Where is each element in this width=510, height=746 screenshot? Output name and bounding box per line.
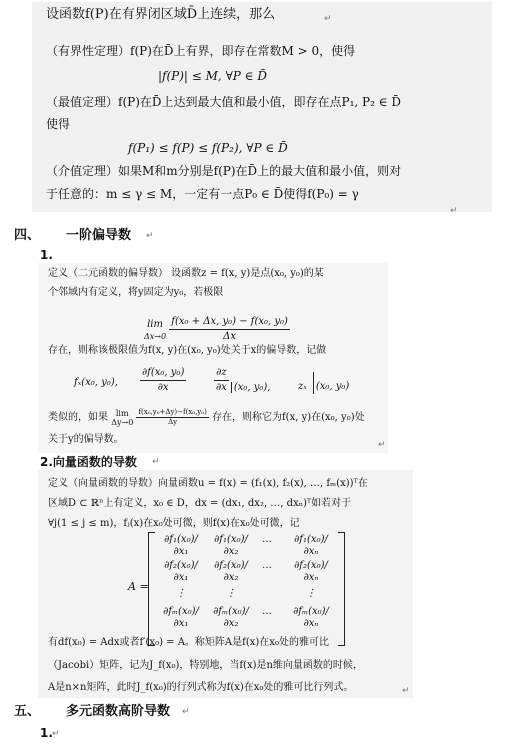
matrix-cell: ∂f₂(x₀)/∂x₁	[164, 560, 198, 583]
notation-3-denominator: ∂x	[216, 382, 227, 393]
similar-prefix: 类似的，如果	[48, 412, 108, 423]
matrix-left-bracket	[148, 532, 155, 646]
matrix-cell: ∂f₂(x₀)/∂x₂	[214, 560, 248, 583]
extreme-value-theorem-cont: 使得	[46, 117, 71, 131]
partial-exists-text: 存在，则称该极限值为f(x, y)在(x₀, y₀)处关于x的偏导数，记做	[48, 345, 327, 356]
partial-notation-3	[214, 366, 270, 395]
intermediate-value-theorem-cont: 于任意的：m ≤ γ ≤ M，一定有一点P₀ ∈ D̄使得f(P₀) = γ	[46, 187, 359, 201]
boundedness-theorem: （有界性定理）f(P)在D̄上有界，即存在常数M > 0，使得	[46, 44, 356, 58]
similar-numerator: f(x₀,y₀+Δy)−f(x₀,y₀)	[138, 408, 207, 416]
partial-notation-2	[140, 366, 186, 395]
matrix-cell: ∂fₘ(x₀)/∂xₙ	[293, 606, 329, 629]
vector-definition-line-2: 区域D ⊂ ℝⁿ上有定义，x₀ ∈ D，dx = (dx₁, dx₂, …, dxₙ)ᵀ如若对于	[48, 498, 352, 509]
paragraph-mark: ↵	[52, 729, 60, 739]
vector-definition-line-3: ∀j(1 ≤ j ≤ m)，fⱼ(x)在x₀处可微，则f(x)在x₀处可微，记	[48, 518, 300, 529]
limit-subscript: Δx→0	[144, 332, 167, 341]
partial-notation-1: fₓ(x₀, y₀),	[74, 377, 118, 388]
matrix-cell: …	[262, 606, 272, 617]
similar-limit-subscript: Δy→0	[111, 417, 134, 427]
limit-expression	[144, 315, 290, 344]
paragraph-mark: ↵	[450, 206, 458, 216]
notation-2-numerator: ∂f(x₀, y₀)	[140, 366, 186, 381]
similar-limit-operator: lim	[115, 408, 129, 418]
extreme-value-theorem: （最值定理）f(P)在D̄上达到最大值和最小值，即存在点P₁, P₂ ∈ D̄	[46, 95, 402, 109]
partial-definition-line-2: 个邻域内有定义，将y固定为y₀，若极限	[48, 287, 224, 298]
extreme-value-formula: f(P₁) ≤ f(P) ≤ f(P₂), ∀P ∈ D̄	[128, 141, 288, 155]
paragraph-mark: ↵	[402, 686, 410, 696]
intermediate-value-theorem: （介值定理）如果M和m分别是f(P)在D̄上的最大值和最小值，则对	[46, 164, 402, 178]
similar-fraction	[136, 408, 208, 427]
matrix-cell: ⋮	[226, 588, 236, 599]
notation-3-evaluation: (x₀, y₀),	[231, 382, 271, 393]
matrix-cell: ∂fₘ(x₀)/∂x₁	[163, 606, 199, 629]
matrix-right-bracket	[338, 532, 345, 646]
partial-similar-line	[48, 408, 365, 427]
matrix-cell: …	[262, 560, 272, 571]
matrix-cell: ⋮	[306, 588, 316, 599]
paragraph-mark: ↵	[324, 14, 332, 24]
section-title: 多元函数高阶导数	[66, 704, 171, 719]
matrix-cell: ∂fₘ(x₀)/∂x₂	[213, 606, 249, 629]
paragraph-mark: ↵	[146, 231, 154, 241]
jacobian-after-line-2: （Jacobi）矩阵，记为J_f(x₀)，特别地，当f(x)是n维向量函数的时候，	[48, 660, 363, 671]
notation-4-symbol: zₓ	[298, 381, 307, 392]
subsection-number: 1.	[40, 248, 53, 262]
jacobian-after-line-1: 有df(x₀) = Adx或者f′(x₀) = A。称矩阵A是f(x)在x₀处的雅可比	[48, 637, 329, 648]
section-number: 四、	[14, 228, 41, 243]
paragraph-mark: ↵	[182, 707, 190, 717]
paragraph-mark: ↵	[378, 440, 386, 450]
partial-notation-4	[298, 372, 349, 394]
matrix-cell: ∂f₁(x₀)/∂x₂	[214, 534, 248, 557]
notation-3-numerator: ∂z	[214, 366, 229, 381]
jacobian-after-line-3: A是n×n矩阵，此时J_f(x₀)的行列式称为f(x)在x₀处的雅可比行列式。	[48, 682, 354, 693]
limit-denominator: Δx	[223, 331, 237, 342]
intro-text: 设函数f(P)在有界闭区域D̄上连续，那么	[46, 7, 276, 22]
section-number: 五、	[14, 704, 41, 719]
similar-suffix: 存在，则称它为f(x, y)在(x₀, y₀)处	[211, 412, 365, 423]
matrix-cell: ⋮	[176, 588, 186, 599]
notation-2-denominator: ∂x	[157, 382, 169, 393]
similar-denominator: Δy	[168, 418, 178, 426]
limit-numerator: f(x₀ + Δx, y₀) − f(x₀, y₀)	[169, 315, 290, 330]
boundedness-formula: |f(P)| ≤ M, ∀P ∈ D̄	[158, 69, 268, 83]
limit-operator: lim	[147, 319, 163, 330]
matrix-cell: …	[262, 534, 272, 545]
vector-definition-line-1: 定义（向量函数的导数）向量函数u = f(x) = (f₁(x), f₂(x), …, fₘ(x))ᵀ在	[48, 478, 368, 489]
subsection-number: 1.	[40, 726, 53, 740]
subsection-title: 2.向量函数的导数	[40, 455, 137, 469]
partial-similar-line-2: 关于y的偏导数。	[48, 434, 124, 445]
notation-4-evaluation: (x₀, y₀)	[313, 372, 349, 394]
partial-definition-line-1: 定义（二元函数的偏导数） 设函数z = f(x, y)是点(x₀, y₀)的某	[48, 268, 324, 279]
paragraph-mark: ↵	[152, 457, 160, 467]
matrix-label: A =	[128, 580, 149, 593]
matrix-cell: ∂f₁(x₀)/∂xₙ	[294, 534, 328, 557]
limit-fraction	[169, 315, 290, 344]
matrix-cell: ∂f₁(x₀)/∂x₁	[164, 534, 198, 557]
section-title: 一阶偏导数	[66, 228, 132, 243]
matrix-cell: ∂f₂(x₀)/∂xₙ	[294, 560, 328, 583]
